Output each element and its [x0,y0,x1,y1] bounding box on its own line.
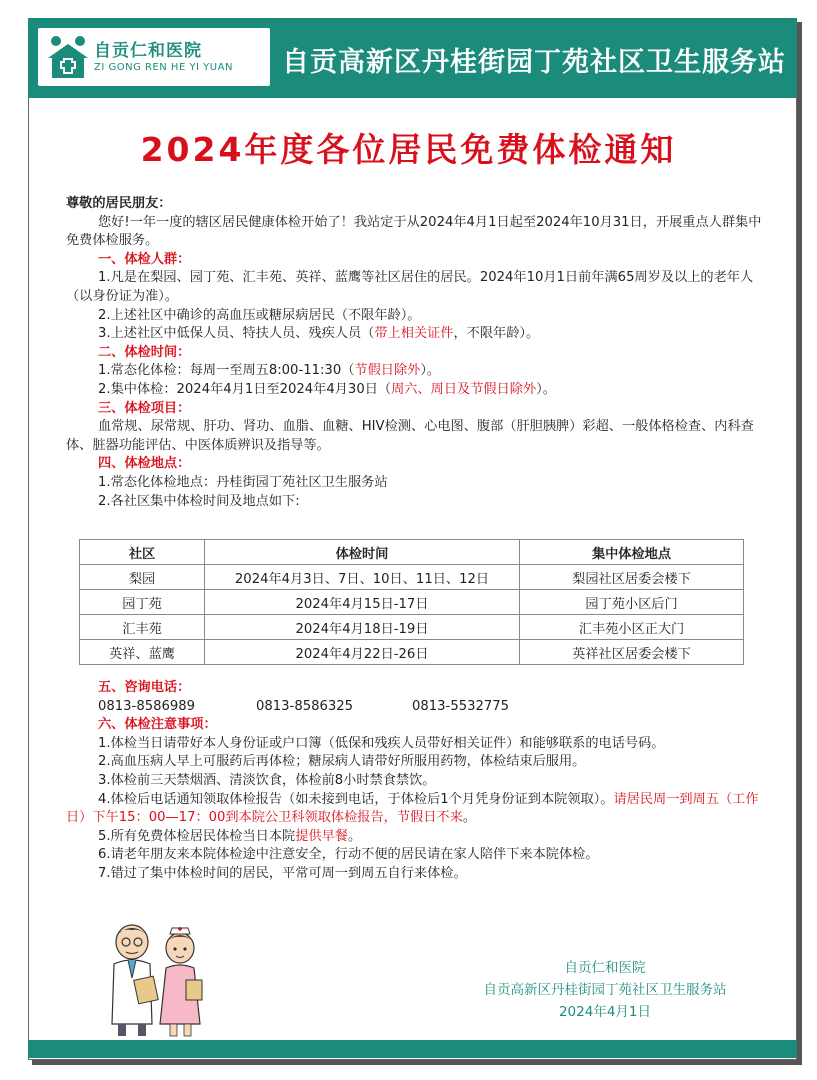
section-heading-phone: 五、咨询电话： [98,680,191,695]
time-item-2-highlight: 周六、周日及节假日除外 [391,381,537,397]
hospital-logo [38,28,270,86]
note-item-1: 1.体检当日请带好本人身份证或户口簿（低保和残疾人员带好相关证件）和能够联系的电话号码。 [98,735,665,751]
notice-title: 2024年度各位居民免费体检通知 [140,130,677,169]
location-item-2: 2.各社区集中体检时间及地点如下: [98,493,300,509]
table-cell: 园丁苑小区后门 [520,590,744,615]
population-item-2: 2.上述社区中确诊的高血压或糖尿病居民（不限年龄）。 [98,307,421,323]
note-item-5-text-a: 5.所有免费体检居民体检当日本院 [98,828,296,844]
population-item-3-highlight: 带上相关证件 [374,326,454,342]
table-cell: 英祥、蓝鹰 [80,640,205,665]
note-item-7: 7.错过了集中体检时间的居民，平常可周一到周五自行来体检。 [98,865,467,881]
time-item-2 [66,381,766,400]
page-shadow-right [797,22,802,1062]
table-cell: 2024年4月18日-19日 [205,615,520,640]
time-item-2-text-c: ）。 [536,381,556,397]
note-item-5-highlight: 提供早餐 [295,828,348,844]
note-item-4-highlight: 请居民周一到周五（工作日）下午15：00—17：00到本院公卫科领取体检报告，节假日不来 [66,791,759,826]
hospital-logo-icon [46,34,90,80]
notice-body [66,195,766,511]
section-heading-time: 二、体检时间： [98,344,191,360]
time-item-1 [66,362,766,381]
logo-chinese-name: 自贡仁和医院 [94,41,202,61]
doctor-nurse-illustration [100,920,212,1040]
table-cell: 2024年4月15日-17日 [205,590,520,615]
table-cell: 汇丰苑 [80,615,205,640]
time-item-1-text-c: ）。 [420,363,441,379]
table-row [80,640,744,665]
signature-block [440,957,770,1023]
population-item-1: 1.凡是在梨园、园丁苑、汇丰苑、英祥、蓝鹰等社区居住的居民。2024年10月1日前年满65周岁及以上的老年人（以身份证为准）。 [66,270,754,304]
intro-paragraph: 您好!一年一度的辖区居民健康体检开始了！我站定于从2024年4月1日起至2024年10月31日，开展重点人群集中免费体检服务。 [66,214,762,249]
section-heading-population: 一、体检人群： [98,251,191,267]
page-shadow-bottom [32,1060,802,1065]
table-header-community: 社区 [80,540,205,565]
greeting: 尊敬的居民朋友： [66,196,172,211]
exam-items: 血常规、尿常规、肝功、肾功、血脂、血糖、HIV检测、心电图、腹部（肝胆胰脾）彩超、一般体格检查、内科查体、脏器功能评估、中医体质辨识及指导等。 [66,419,754,453]
table-header-time: 体检时间 [205,540,520,565]
note-item-5-text-c: 。 [347,828,362,844]
population-item-3 [66,325,766,344]
table-cell: 英祥社区居委会楼下 [520,640,744,665]
phone-number: 0813-8586325 [256,698,354,714]
note-item-3: 3.体检前三天禁烟酒、清淡饮食，体检前8小时禁食禁饮。 [98,772,436,788]
table-cell: 2024年4月3日、7日、10日、11日、12日 [205,565,520,590]
note-item-2: 2.高血压病人早上可服药后再体检；糖尿病人请带好所服用药物，体检结束后服用。 [98,754,586,770]
table-cell: 梨园社区居委会楼下 [520,565,744,590]
logo-english-name: ZI GONG REN HE YI YUAN [94,62,233,73]
table-row [80,615,744,640]
station-title: 自贡高新区丹桂街园丁苑社区卫生服务站 [282,47,786,78]
note-item-6: 6.请老年朋友来本院体检途中注意安全，行动不便的居民请在家人陪伴下来本院体检。 [98,847,599,863]
notice-body-lower [66,679,766,884]
note-item-4 [66,791,766,828]
population-item-3-text-c: ，不限年龄）。 [453,326,540,342]
table-cell: 2024年4月22日-26日 [205,640,520,665]
phone-number: 0813-5532775 [412,698,510,714]
phone-numbers [66,698,766,717]
table-cell: 园丁苑 [80,590,205,615]
table-row [80,590,744,615]
table-row [80,565,744,590]
time-item-1-text-a: 1.常态化体检：每周一至周五8:00-11:30（ [98,363,355,379]
note-item-5 [66,828,766,847]
time-item-2-text-a: 2.集中体检：2024年4月1日至2024年4月30日（ [98,381,392,397]
footer-hospital: 自贡仁和医院 [564,960,646,976]
table-header-row [80,540,744,565]
note-item-4-text-c: 。 [462,810,476,826]
note-item-4-text-a: 4.体检后电话通知领取体检报告（如未接到电话，于体检后1个月凭身份证到本院领取）。 [98,791,614,807]
section-heading-notes: 六、体检注意事项： [98,717,217,733]
footer-station: 自贡高新区丹桂街园丁苑社区卫生服务站 [483,982,727,998]
population-item-3-text-a: 3.上述社区中低保人员、特扶人员、残疾人员（ [98,326,375,342]
table-header-location: 集中体检地点 [520,540,744,565]
table-cell: 汇丰苑小区正大门 [520,615,744,640]
time-item-1-highlight: 节假日除外 [354,363,421,379]
table-cell: 梨园 [80,565,205,590]
section-heading-items: 三、体检项目： [98,400,191,416]
phone-number: 0813-8586989 [98,698,196,714]
header-bar [28,18,797,98]
schedule-table [79,539,744,665]
footer-date: 2024年4月1日 [558,1004,652,1020]
location-item-1: 1.常态化体检地点：丹桂街园丁苑社区卫生服务站 [98,474,388,490]
bottom-bar [28,1040,797,1058]
section-heading-location: 四、体检地点： [98,456,191,472]
